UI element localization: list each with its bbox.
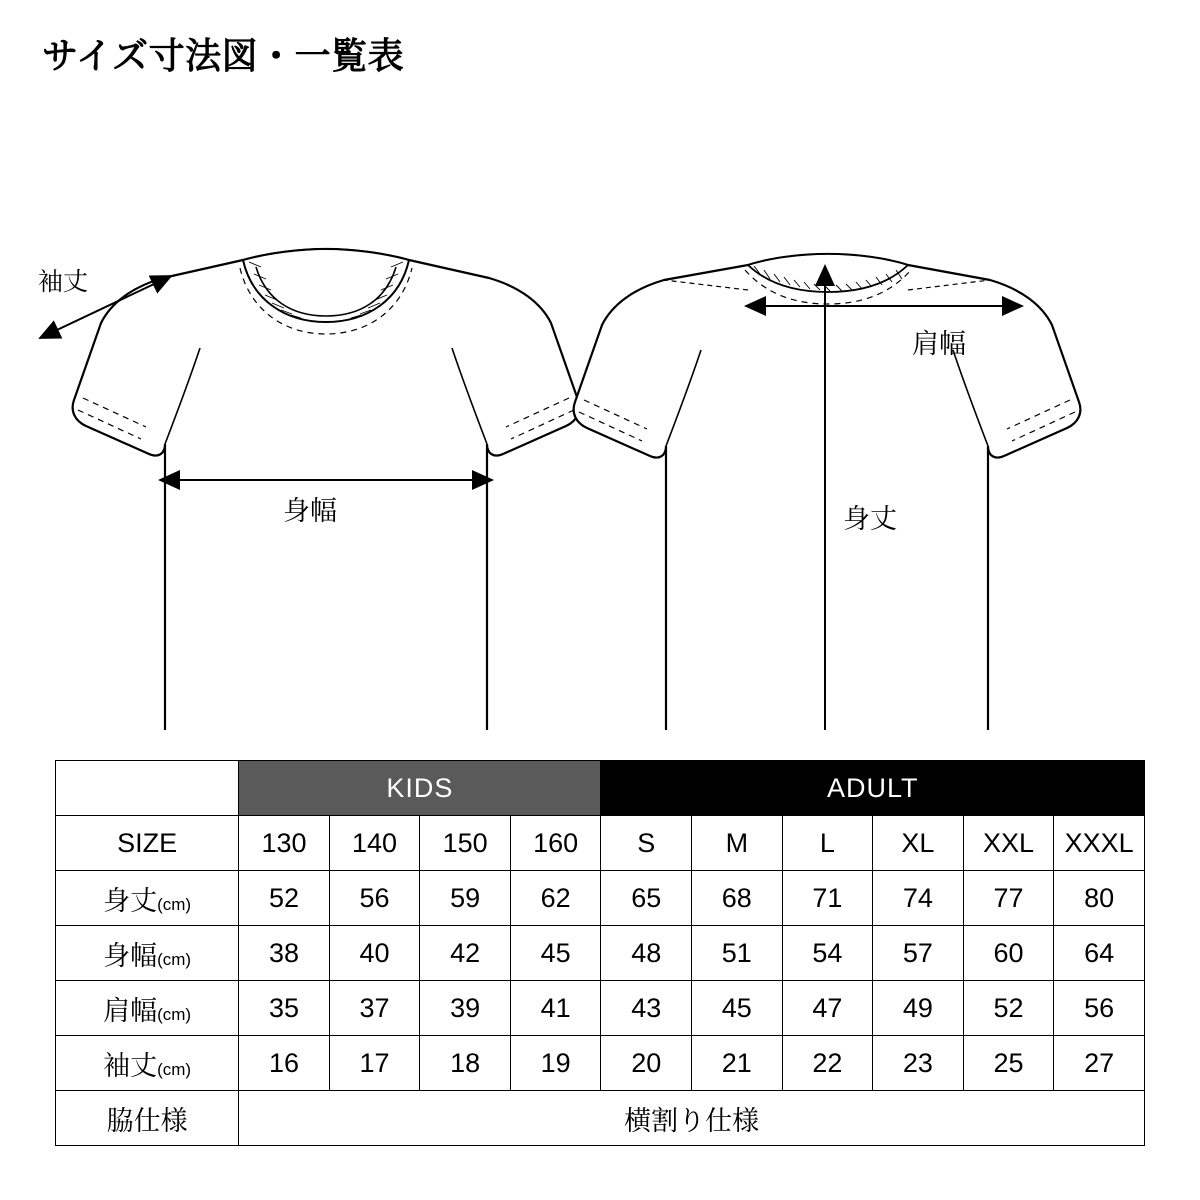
sleeve-cell-1: 17 <box>329 1036 420 1091</box>
tshirt-diagram-svg <box>0 110 1200 730</box>
chest-cell-5: 51 <box>692 926 783 981</box>
side-spec-value: 横割り仕様 <box>239 1091 1145 1146</box>
chest-cell-6: 54 <box>782 926 873 981</box>
row-label-chest <box>56 926 239 981</box>
row-label-sleeve-text: 袖丈 <box>103 1050 158 1081</box>
size-cell-2: 150 <box>420 816 511 871</box>
size-cell-5: M <box>692 816 783 871</box>
size-cell-9: XXXL <box>1054 816 1145 871</box>
length-cell-0: 52 <box>239 871 330 926</box>
table-row-size <box>56 816 1145 871</box>
row-label-length-text: 身丈 <box>103 885 158 916</box>
sleeve-cell-0: 16 <box>239 1036 330 1091</box>
length-cell-9: 80 <box>1054 871 1145 926</box>
header-empty-cell <box>56 761 239 816</box>
size-cell-7: XL <box>873 816 964 871</box>
shoulder-cell-2: 39 <box>420 981 511 1036</box>
size-cell-0: 130 <box>239 816 330 871</box>
shoulder-cell-9: 56 <box>1054 981 1145 1036</box>
tshirt-front-view <box>38 249 579 730</box>
size-cell-3: 160 <box>510 816 601 871</box>
chest-cell-8: 60 <box>963 926 1054 981</box>
table-row-chest <box>56 926 1145 981</box>
header-adult: ADULT <box>601 761 1145 816</box>
row-label-size: SIZE <box>56 816 239 871</box>
back-outline <box>574 254 1081 730</box>
sleeve-cell-9: 27 <box>1054 1036 1145 1091</box>
size-table <box>55 760 1145 1146</box>
table-row-shoulder <box>56 981 1145 1036</box>
page-title: サイズ寸法図・一覧表 <box>42 35 405 76</box>
table-row-length <box>56 871 1145 926</box>
shoulder-cell-7: 49 <box>873 981 964 1036</box>
length-cell-4: 65 <box>601 871 692 926</box>
sleeve-cell-3: 19 <box>510 1036 601 1091</box>
chest-cell-1: 40 <box>329 926 420 981</box>
chest-label: 身幅 <box>283 496 337 526</box>
chest-cell-9: 64 <box>1054 926 1145 981</box>
sleeve-cell-5: 21 <box>692 1036 783 1091</box>
shoulder-cell-1: 37 <box>329 981 420 1036</box>
length-label: 身丈 <box>843 504 897 534</box>
size-cell-4: S <box>601 816 692 871</box>
row-label-shoulder-text: 肩幅 <box>103 995 158 1026</box>
size-cell-1: 140 <box>329 816 420 871</box>
row-label-shoulder <box>56 981 239 1036</box>
row-label-chest-text: 身幅 <box>103 940 158 971</box>
header-kids: KIDS <box>239 761 601 816</box>
size-cell-6: L <box>782 816 873 871</box>
sleeve-cell-7: 23 <box>873 1036 964 1091</box>
shoulder-cell-3: 41 <box>510 981 601 1036</box>
row-label-chest-unit: (cm) <box>157 949 192 969</box>
row-label-side-spec: 脇仕様 <box>56 1091 239 1146</box>
table-row-sleeve <box>56 1036 1145 1091</box>
length-cell-2: 59 <box>420 871 511 926</box>
table-row-side-spec <box>56 1091 1145 1146</box>
row-label-sleeve <box>56 1036 239 1091</box>
shoulder-cell-6: 47 <box>782 981 873 1036</box>
chest-cell-3: 45 <box>510 926 601 981</box>
row-label-length <box>56 871 239 926</box>
table-header-row <box>56 761 1145 816</box>
chest-cell-4: 48 <box>601 926 692 981</box>
sleeve-cell-8: 25 <box>963 1036 1054 1091</box>
chest-cell-0: 38 <box>239 926 330 981</box>
length-cell-1: 56 <box>329 871 420 926</box>
chest-cell-7: 57 <box>873 926 964 981</box>
tshirt-diagram <box>0 110 1200 730</box>
size-table-container <box>55 760 1145 1146</box>
length-cell-7: 74 <box>873 871 964 926</box>
row-label-shoulder-unit: (cm) <box>157 1004 192 1024</box>
shoulder-label: 肩幅 <box>912 329 966 359</box>
shoulder-cell-0: 35 <box>239 981 330 1036</box>
shoulder-cell-4: 43 <box>601 981 692 1036</box>
length-cell-3: 62 <box>510 871 601 926</box>
sleeve-cell-6: 22 <box>782 1036 873 1091</box>
tshirt-back-view <box>574 254 1081 730</box>
shoulder-cell-5: 45 <box>692 981 783 1036</box>
length-cell-6: 71 <box>782 871 873 926</box>
sleeve-cell-2: 18 <box>420 1036 511 1091</box>
sleeve-label: 袖丈 <box>38 268 89 296</box>
length-cell-8: 77 <box>963 871 1054 926</box>
shoulder-cell-8: 52 <box>963 981 1054 1036</box>
row-label-length-unit: (cm) <box>157 894 192 914</box>
sleeve-cell-4: 20 <box>601 1036 692 1091</box>
size-cell-8: XXL <box>963 816 1054 871</box>
chest-cell-2: 42 <box>420 926 511 981</box>
row-label-sleeve-unit: (cm) <box>157 1059 192 1079</box>
length-cell-5: 68 <box>692 871 783 926</box>
